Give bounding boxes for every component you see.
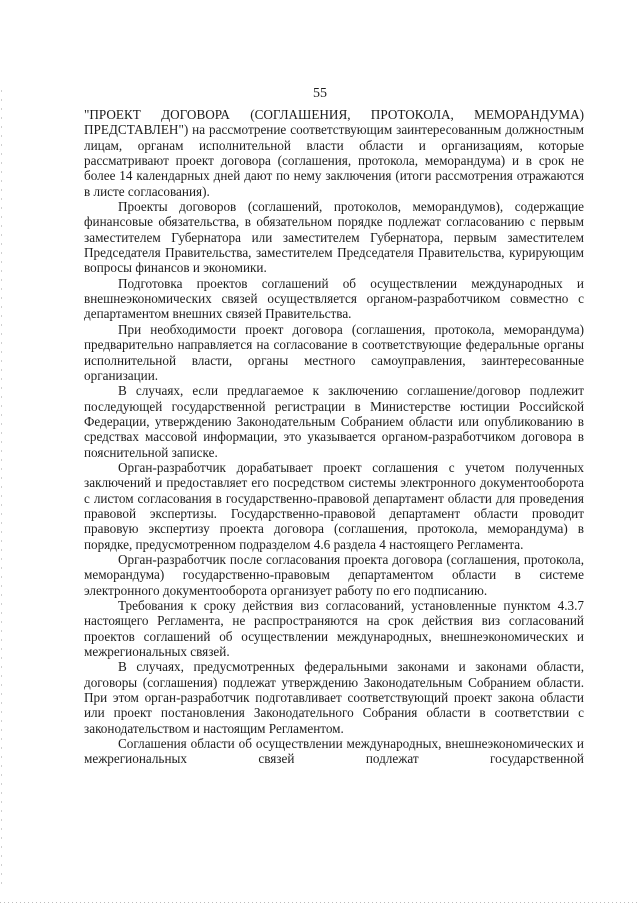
paragraph: В случаях, предусмотренных федеральными законами и законами области, договоры (соглашения) подлежат утверждению Законодательным Собранием области. При этом орган-разработчик подготавливает соответствующий проект закона области или проект постановления Законодательного Собрания области в соответствии с законодательством и настоящим Регламентом. bbox=[84, 659, 584, 736]
paragraph-continued: Соглашения области об осуществлении международных, внешнеэкономических и межрегиональных связей подлежат государственной bbox=[84, 736, 584, 767]
paragraph: Требования к сроку действия виз согласований, установленные пунктом 4.3.7 настоящего Регламента, не распространяются на срок действия виз согласований проектов соглашений об осуществлении международных, внешнеэкономических и межрегиональных связей. bbox=[84, 598, 584, 660]
page-number: 55 bbox=[313, 86, 327, 101]
scan-bottom-edge bbox=[0, 902, 640, 903]
paragraph: Орган-разработчик после согласования проекта договора (соглашения, протокола, меморандума) государственно-правовым департаментом области в системе электронного документооборота организует работу по его подписанию. bbox=[84, 551, 584, 598]
paragraph: При необходимости проект договора (соглашения, протокола, меморандума) предварительно направляется на согласование в соответствующие федеральные органы исполнительной власти, органы местного самоуправления, заинтересованные организации. bbox=[84, 321, 584, 383]
scan-left-edge bbox=[1, 90, 2, 890]
paragraph: В случаях, если предлагаемое к заключению соглашение/договор подлежит последующей государственной регистрации в Министерстве юстиции Российской Федерации, утверждению Законодательным Собранием области или опубликованию в средствах массовой информации, это указывается органом-разработчиком договора в пояснительной записке. bbox=[84, 383, 584, 460]
paragraph: "ПРОЕКТ ДОГОВОРА (СОГЛАШЕНИЯ, ПРОТОКОЛА, МЕМОРАНДУМА) ПРЕДСТАВЛЕН") на рассмотрение соответствующим заинтересованным должностным лицам, органам исполнительной власти области и организациям, которые рассматривают проект договора (соглашения, протокола, меморандума) и в срок не более 14 календарных дней дают по нему заключения (итоги рассмотрения отражаются в листе согласования). bbox=[84, 107, 584, 199]
paragraph: Подготовка проектов соглашений об осуществлении международных и внешнеэкономических связей осуществляется органом-разработчиком совместно с департаментом внешних связей Правительства. bbox=[84, 275, 584, 322]
document-body bbox=[84, 107, 584, 767]
paragraph: Орган-разработчик дорабатывает проект соглашения с учетом полученных заключений и предоставляет его посредством системы электронного документооборота с листом согласования в государственно-правовой департамент области для проведения правовой экспертизы. Государственно-правовой департамент области проводит правовую экспертизу проекта договора (соглашения, протокола, меморандума) в порядке, предусмотренном подразделом 4.6 раздела 4 настоящего Регламента. bbox=[84, 459, 584, 552]
paragraph: Проекты договоров (соглашений, протоколов, меморандумов), содержащие финансовые обязательства, в обязательном порядке подлежат согласованию с первым заместителем Губернатора или заместителем Губернатора, первым заместителем Председателя Правительства, заместителем Председателя Правительства, курирующим вопросы финансов и экономики. bbox=[84, 199, 584, 276]
